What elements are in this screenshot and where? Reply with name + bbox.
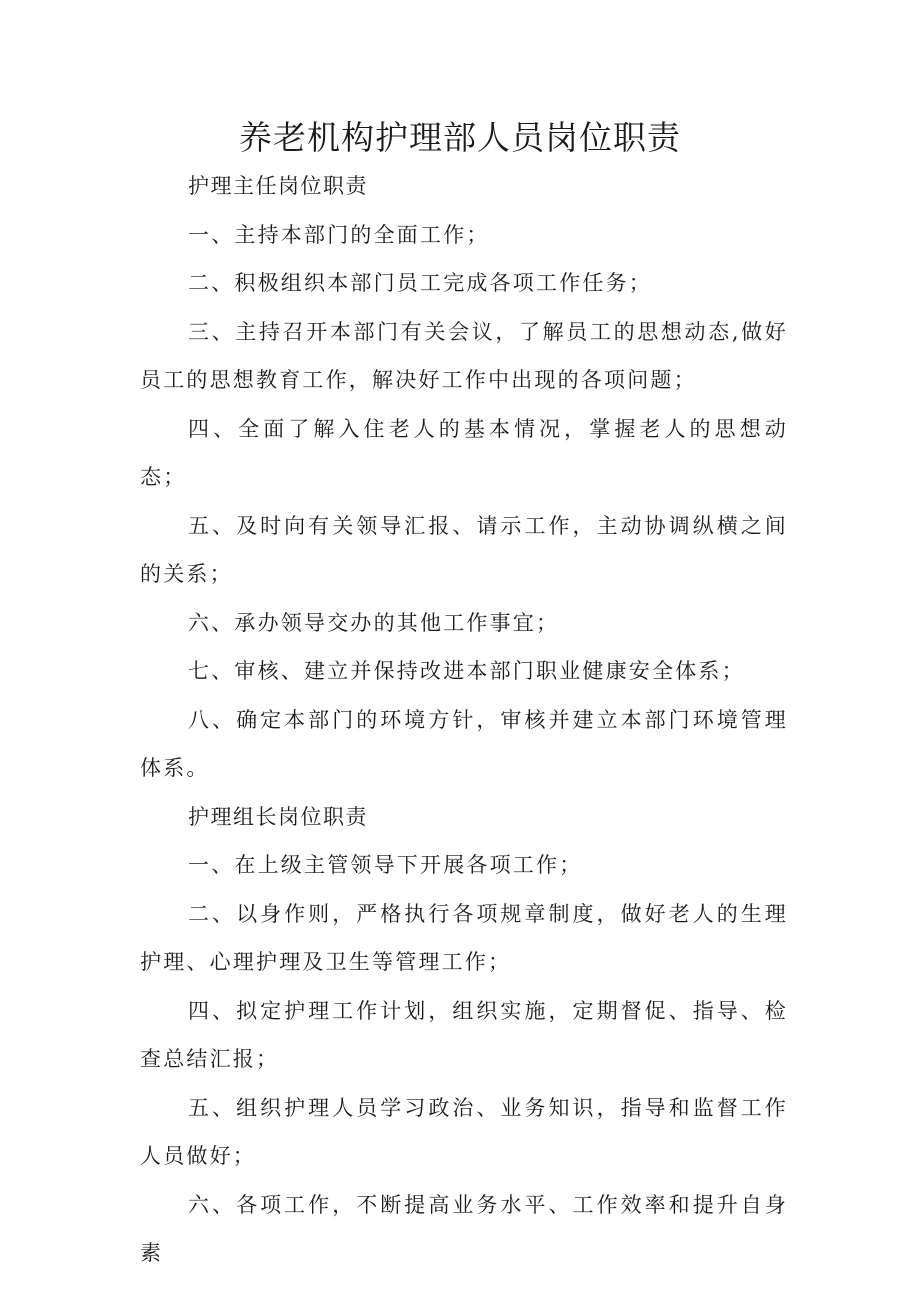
document-title: 养老机构护理部人员岗位职责 bbox=[239, 118, 681, 157]
section-heading-nursing-director: 护理主任岗位职责 bbox=[188, 174, 368, 198]
duty-item: 二、积极组织本部门员工完成各项工作任务； bbox=[188, 271, 652, 295]
document-body bbox=[140, 162, 788, 1278]
duty-item: 八、确定本部门的环境方针，审核并建立本部门环境管理体系。 bbox=[140, 707, 788, 780]
duty-item: 五、组织护理人员学习政治、业务知识，指导和监督工作人员做好； bbox=[140, 1095, 788, 1168]
duty-item: 二、以身作则，严格执行各项规章制度，做好老人的生理护理、心理护理及卫生等管理工作； bbox=[140, 901, 788, 974]
duty-item: 六、承办领导交办的其他工作事宜； bbox=[188, 610, 560, 635]
duty-item: 一、在上级主管领导下开展各项工作； bbox=[188, 853, 583, 877]
duty-item: 六、各项工作，不断提高业务水平、工作效率和提升自身素 bbox=[140, 1192, 788, 1265]
duty-item: 七、审核、建立并保持改进本部门职业健康安全体系； bbox=[188, 659, 745, 683]
duty-item: 一、主持本部门的全面工作； bbox=[188, 222, 490, 247]
duty-item: 四、拟定护理工作计划，组织实施，定期督促、指导、检查总结汇报； bbox=[140, 998, 788, 1071]
section-heading-nursing-team-leader: 护理组长岗位职责 bbox=[188, 804, 368, 829]
duty-item: 五、及时向有关领导汇报、请示工作，主动协调纵横之间的关系； bbox=[140, 513, 788, 586]
duty-item: 三、主持召开本部门有关会议，了解员工的思想动态,做好员工的思想教育工作，解决好工作中出现的各项问题； bbox=[140, 319, 788, 392]
duty-item: 四、全面了解入住老人的基本情况，掌握老人的思想动态； bbox=[140, 416, 788, 489]
